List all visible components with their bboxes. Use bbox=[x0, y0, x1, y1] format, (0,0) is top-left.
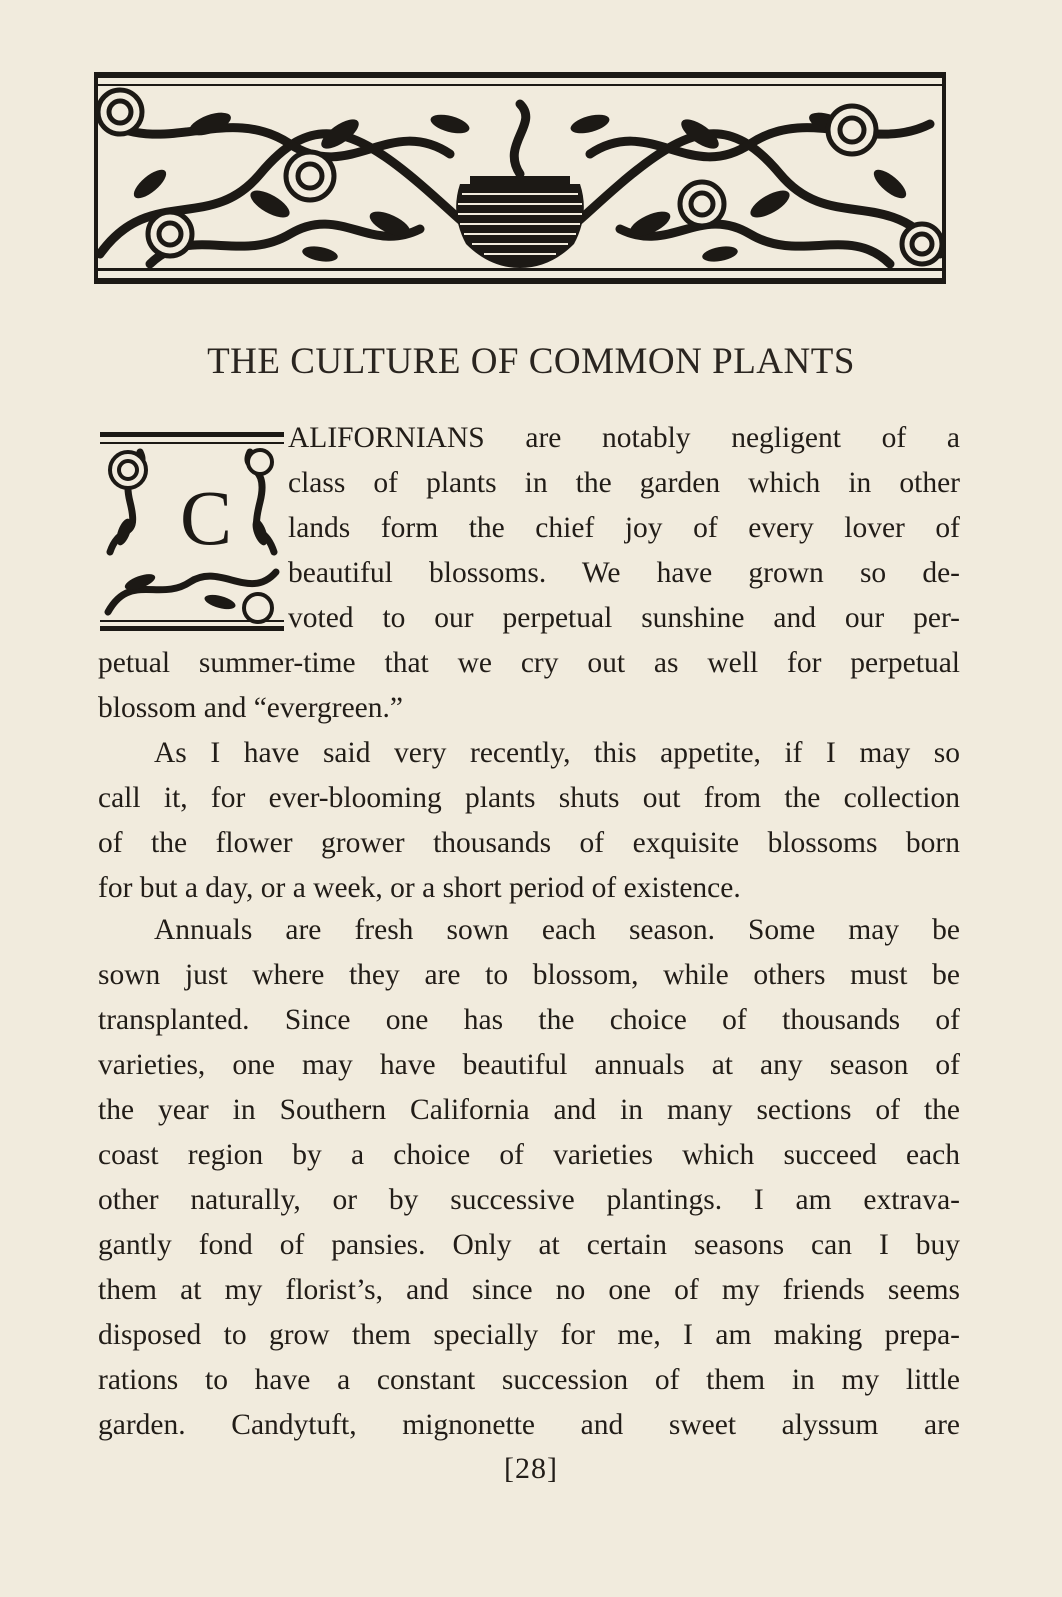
text-line: lands form the chief joy of every lover of bbox=[288, 512, 960, 544]
text-line: other naturally, or by successive plantings. I am extrava- bbox=[98, 1184, 960, 1216]
page-number: [28] bbox=[504, 1452, 558, 1485]
paragraph-2 bbox=[98, 731, 960, 911]
chapter-title: THE CULTURE OF COMMON PLANTS bbox=[207, 341, 855, 382]
rose-urn-headpiece-ornament bbox=[90, 64, 958, 294]
text-line: of the flower grower thousands of exquisite blossoms born bbox=[98, 827, 960, 859]
drop-cap-letter: C bbox=[179, 474, 233, 561]
text-line: rations to have a constant succession of them in my little bbox=[98, 1364, 960, 1396]
text-line: sown just where they are to blossom, while others must be bbox=[98, 959, 960, 991]
paragraph-1-opening bbox=[98, 416, 960, 731]
text-line: for but a day, or a week, or a short period of existence. bbox=[98, 872, 741, 904]
text-line: class of plants in the garden which in other bbox=[288, 467, 960, 499]
text-line: varieties, one may have beautiful annuals at any season of bbox=[98, 1049, 960, 1081]
paragraph-3 bbox=[98, 908, 960, 1448]
text-line: transplanted. Since one has the choice of thousands of bbox=[98, 1004, 960, 1036]
text-line: Annuals are fresh sown each season. Some may be bbox=[154, 914, 960, 946]
text-line: garden. Candytuft, mignonette and sweet alyssum are bbox=[98, 1409, 960, 1441]
text-line: call it, for ever-blooming plants shuts out from the collection bbox=[98, 782, 960, 814]
text-line: blossom and “evergreen.” bbox=[98, 692, 403, 724]
text-line: them at my florist’s, and since no one of my friends seems bbox=[98, 1274, 960, 1306]
text-line: voted to our perpetual sunshine and our per- bbox=[288, 602, 960, 634]
text-line: coast region by a choice of varieties which succeed each bbox=[98, 1139, 960, 1171]
text-line: the year in Southern California and in many sections of the bbox=[98, 1094, 960, 1126]
text-line: ALIFORNIANS are notably negligent of a bbox=[288, 422, 960, 454]
text-line: gantly fond of pansies. Only at certain seasons can I buy bbox=[98, 1229, 960, 1261]
text-line: As I have said very recently, this appetite, if I may so bbox=[154, 737, 960, 769]
text-line: petual summer-time that we cry out as well for perpetual bbox=[98, 647, 960, 679]
text-line: disposed to grow them specially for me, I am making prepa- bbox=[98, 1319, 960, 1351]
text-line: beautiful blossoms. We have grown so de- bbox=[288, 557, 960, 589]
